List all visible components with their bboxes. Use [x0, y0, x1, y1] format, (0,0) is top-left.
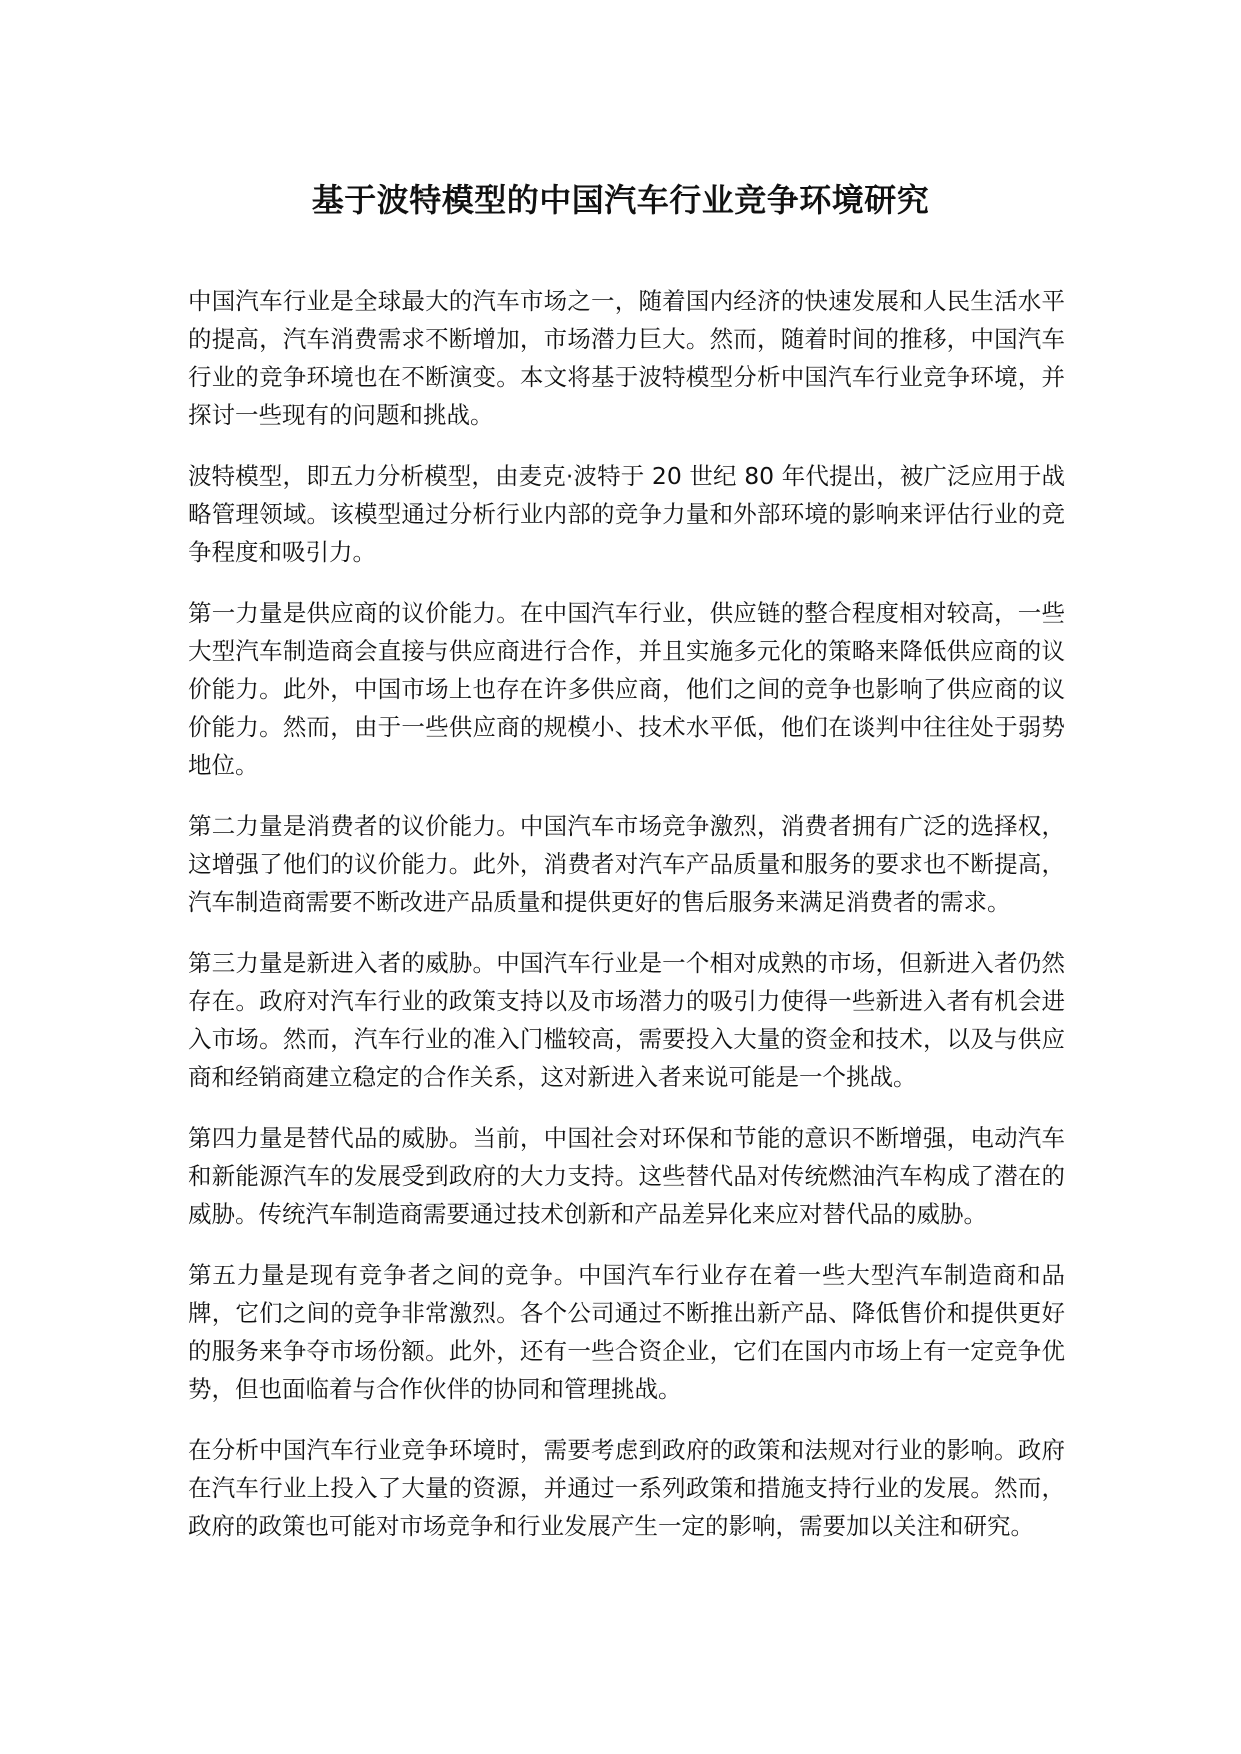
paragraph-government-policy: 在分析中国汽车行业竞争环境时，需要考虑到政府的政策和法规对行业的影响。政府在汽车行业上投入了大量的资源，并通过一系列政策和措施支持行业的发展。然而，政府的政策也可能对市场竞争和行业发展产生一定的影响，需要加以关注和研究。 [188, 1436, 1065, 1540]
paragraph-buyer-power: 第二力量是消费者的议价能力。中国汽车市场竞争激烈，消费者拥有广泛的选择权，这增强了他们的议价能力。此外，消费者对汽车产品质量和服务的要求也不断提高，汽车制造商需要不断改进产品质量和提供更好的售后服务来满足消费者的需求。 [188, 812, 1065, 916]
paragraph-intro: 中国汽车行业是全球最大的汽车市场之一，随着国内经济的快速发展和人民生活水平的提高，汽车消费需求不断增加，市场潜力巨大。然而，随着时间的推移，中国汽车行业的竞争环境也在不断演变。本文将基于波特模型分析中国汽车行业竞争环境，并探讨一些现有的问题和挑战。 [188, 287, 1065, 429]
document-body [188, 282, 1065, 1568]
document-title: 基于波特模型的中国汽车行业竞争环境研究 [311, 181, 930, 219]
paragraph-rivalry: 第五力量是现有竞争者之间的竞争。中国汽车行业存在着一些大型汽车制造商和品牌，它们之间的竞争非常激烈。各个公司通过不断推出新产品、降低售价和提供更好的服务来争夺市场份额。此外，还有一些合资企业，它们在国内市场上有一定竞争优势，但也面临着与合作伙伴的协同和管理挑战。 [188, 1261, 1065, 1403]
paragraph-porter-model: 波特模型，即五力分析模型，由麦克·波特于 20 世纪 80 年代提出，被广泛应用于战略管理领域。该模型通过分析行业内部的竞争力量和外部环境的影响来评估行业的竞争程度和吸引力。 [188, 462, 1065, 566]
paragraph-supplier-power: 第一力量是供应商的议价能力。在中国汽车行业，供应链的整合程度相对较高，一些大型汽车制造商会直接与供应商进行合作，并且实施多元化的策略来降低供应商的议价能力。此外，中国市场上也存在许多供应商，他们之间的竞争也影响了供应商的议价能力。然而，由于一些供应商的规模小、技术水平低，他们在谈判中往往处于弱势地位。 [188, 599, 1065, 779]
paragraph-substitutes: 第四力量是替代品的威胁。当前，中国社会对环保和节能的意识不断增强，电动汽车和新能源汽车的发展受到政府的大力支持。这些替代品对传统燃油汽车构成了潜在的威胁。传统汽车制造商需要通过技术创新和产品差异化来应对替代品的威胁。 [188, 1124, 1065, 1228]
paragraph-new-entrants: 第三力量是新进入者的威胁。中国汽车行业是一个相对成熟的市场，但新进入者仍然存在。政府对汽车行业的政策支持以及市场潜力的吸引力使得一些新进入者有机会进入市场。然而，汽车行业的准入门槛较高，需要投入大量的资金和技术，以及与供应商和经销商建立稳定的合作关系，这对新进入者来说可能是一个挑战。 [188, 949, 1065, 1091]
